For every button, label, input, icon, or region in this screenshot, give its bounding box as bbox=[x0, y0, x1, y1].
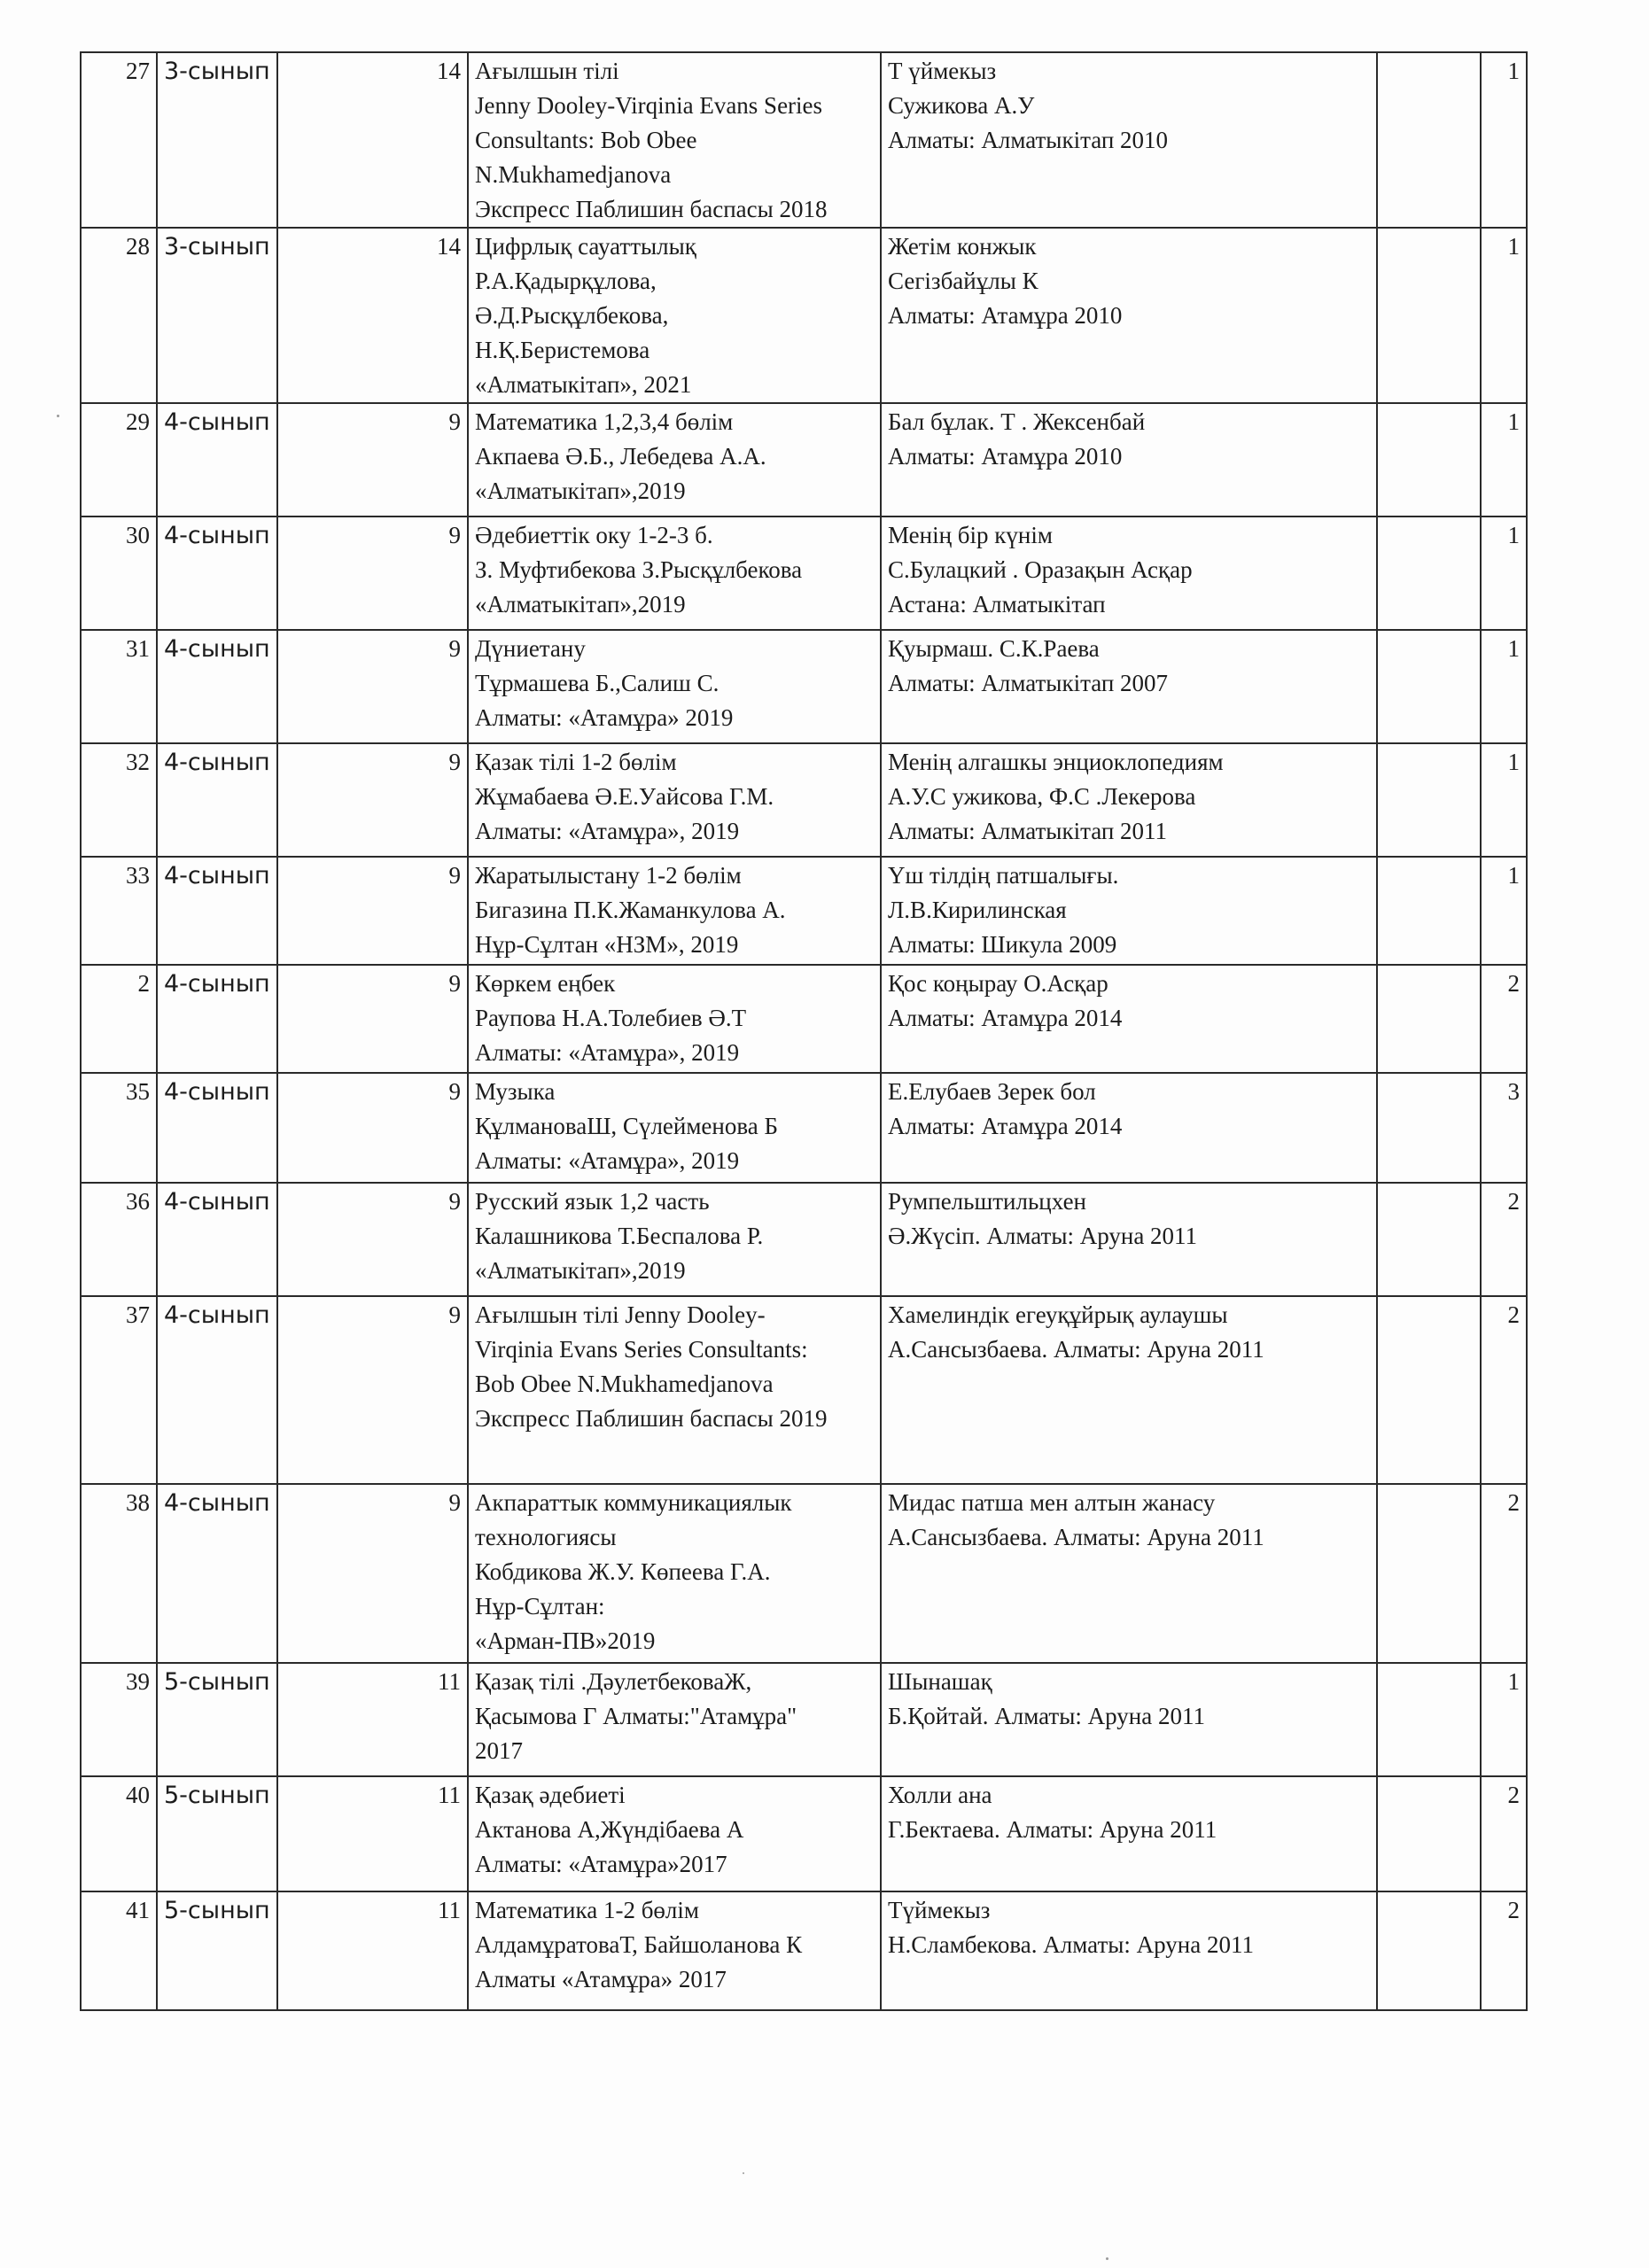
empty-cell bbox=[1377, 1183, 1481, 1296]
book-cell: Қос коңырау О.Асқар Алматы: Атамұра 2014 bbox=[881, 965, 1377, 1073]
empty-cell bbox=[1377, 403, 1481, 517]
grade-cell: 4-сынып bbox=[157, 1484, 277, 1663]
quantity-cell: 2 bbox=[1481, 1484, 1527, 1663]
textbook-cell: Көркем еңбек Раупова Н.А.Толебиев Ә.Т Алматы: «Атамұра», 2019 bbox=[468, 965, 881, 1073]
student-count-cell: 11 bbox=[277, 1776, 468, 1891]
grade-cell: 4-сынып bbox=[157, 965, 277, 1073]
textbook-cell: Математика 1-2 бөлім АлдамұратоваТ, Байшоланова К Алматы «Атамұра» 2017 bbox=[468, 1891, 881, 2010]
textbook-cell: Жаратылыстану 1-2 бөлім Бигазина П.К.Жаманкулова А. Нұр-Сұлтан «НЗМ», 2019 bbox=[468, 857, 881, 965]
quantity-cell: 2 bbox=[1481, 1776, 1527, 1891]
empty-cell bbox=[1377, 1776, 1481, 1891]
book-cell: Е.Елубаев Зерек бол Алматы: Атамұра 2014 bbox=[881, 1073, 1377, 1183]
table-body bbox=[81, 52, 1527, 2010]
grade-cell: 5-сынып bbox=[157, 1663, 277, 1776]
textbook-cell: Музыка ҚұлмановаШ, Сүлейменова Б Алматы: «Атамұра», 2019 bbox=[468, 1073, 881, 1183]
empty-cell bbox=[1377, 1484, 1481, 1663]
empty-cell bbox=[1377, 52, 1481, 228]
book-cell: Бал бұлак. Т . Жексенбай Алматы: Атамұра 2010 bbox=[881, 403, 1377, 517]
textbook-cell: Қазақ әдебиеті Актанова А,Жүндібаева А Алматы: «Атамұра»2017 bbox=[468, 1776, 881, 1891]
book-cell: Т үймекыз Сужикова А.У Алматы: Алматыкітап 2010 bbox=[881, 52, 1377, 228]
table-row bbox=[81, 1663, 1527, 1776]
quantity-cell: 1 bbox=[1481, 630, 1527, 743]
row-number: 41 bbox=[81, 1891, 157, 2010]
quantity-cell: 1 bbox=[1481, 403, 1527, 517]
textbook-cell: Ағылшын тілі Jenny Dooley-Virqinia Evans Series Consultants: Bob Obee N.Mukhamedjanova Экспресс Паблишин баспасы 2018 bbox=[468, 52, 881, 228]
table-row bbox=[81, 1183, 1527, 1296]
empty-cell bbox=[1377, 743, 1481, 857]
empty-cell bbox=[1377, 1073, 1481, 1183]
grade-cell: 3-сынып bbox=[157, 228, 277, 403]
grade-cell: 4-сынып bbox=[157, 743, 277, 857]
grade-cell: 5-сынып bbox=[157, 1891, 277, 2010]
student-count-cell: 9 bbox=[277, 1484, 468, 1663]
row-number: 39 bbox=[81, 1663, 157, 1776]
student-count-cell: 14 bbox=[277, 228, 468, 403]
grade-cell: 5-сынып bbox=[157, 1776, 277, 1891]
book-cell: Қуырмаш. С.К.Раева Алматы: Алматыкітап 2007 bbox=[881, 630, 1377, 743]
grade-cell: 4-сынып bbox=[157, 517, 277, 630]
student-count-cell: 11 bbox=[277, 1663, 468, 1776]
student-count-cell: 11 bbox=[277, 1891, 468, 2010]
textbook-cell: Қазак тілі 1-2 бөлім Жұмабаева Ә.Е.Уайсова Г.М. Алматы: «Атамұра», 2019 bbox=[468, 743, 881, 857]
row-number: 32 bbox=[81, 743, 157, 857]
row-number: 33 bbox=[81, 857, 157, 965]
book-cell: Румпельштильцхен Ә.Жүсіп. Алматы: Аруна 2011 bbox=[881, 1183, 1377, 1296]
book-cell: Холли ана Г.Бектаева. Алматы: Аруна 2011 bbox=[881, 1776, 1377, 1891]
grade-cell: 4-сынып bbox=[157, 857, 277, 965]
quantity-cell: 1 bbox=[1481, 857, 1527, 965]
student-count-cell: 14 bbox=[277, 52, 468, 228]
grade-cell: 4-сынып bbox=[157, 1073, 277, 1183]
book-cell: Үш тілдің патшалығы. Л.В.Кирилинская Алматы: Шикула 2009 bbox=[881, 857, 1377, 965]
empty-cell bbox=[1377, 965, 1481, 1073]
textbook-cell: Дүниетану Тұрмашева Б.,Салиш С. Алматы: «Атамұра» 2019 bbox=[468, 630, 881, 743]
quantity-cell: 1 bbox=[1481, 1663, 1527, 1776]
row-number: 36 bbox=[81, 1183, 157, 1296]
quantity-cell: 2 bbox=[1481, 1296, 1527, 1484]
student-count-cell: 9 bbox=[277, 1296, 468, 1484]
quantity-cell: 1 bbox=[1481, 517, 1527, 630]
row-number: 37 bbox=[81, 1296, 157, 1484]
student-count-cell: 9 bbox=[277, 743, 468, 857]
table-row bbox=[81, 403, 1527, 517]
textbook-cell: Ағылшын тілі Jenny Dooley- Virqinia Evans Series Consultants: Bob Obee N.Mukhamedjanova Экспресс Паблишин баспасы 2019 bbox=[468, 1296, 881, 1484]
book-cell: Мидас патша мен алтын жанасу А.Сансызбаева. Алматы: Аруна 2011 bbox=[881, 1484, 1377, 1663]
quantity-cell: 2 bbox=[1481, 1183, 1527, 1296]
student-count-cell: 9 bbox=[277, 1183, 468, 1296]
scan-speck bbox=[743, 2172, 744, 2174]
student-count-cell: 9 bbox=[277, 965, 468, 1073]
table-row bbox=[81, 1073, 1527, 1183]
book-cell: Түймекыз Н.Сламбекова. Алматы: Аруна 2011 bbox=[881, 1891, 1377, 2010]
table-row bbox=[81, 1776, 1527, 1891]
grade-cell: 3-сынып bbox=[157, 52, 277, 228]
row-number: 29 bbox=[81, 403, 157, 517]
empty-cell bbox=[1377, 1891, 1481, 2010]
table-row bbox=[81, 965, 1527, 1073]
book-cell: Шынашақ Б.Қойтай. Алматы: Аруна 2011 bbox=[881, 1663, 1377, 1776]
table-row bbox=[81, 1484, 1527, 1663]
row-number: 30 bbox=[81, 517, 157, 630]
empty-cell bbox=[1377, 517, 1481, 630]
scan-speck bbox=[1106, 2257, 1108, 2260]
quantity-cell: 1 bbox=[1481, 52, 1527, 228]
empty-cell bbox=[1377, 1296, 1481, 1484]
quantity-cell: 2 bbox=[1481, 965, 1527, 1073]
row-number: 28 bbox=[81, 228, 157, 403]
row-number: 40 bbox=[81, 1776, 157, 1891]
table-row bbox=[81, 228, 1527, 403]
row-number: 31 bbox=[81, 630, 157, 743]
grade-cell: 4-сынып bbox=[157, 1296, 277, 1484]
textbook-cell: Акпараттык коммуникациялык технологиясы Кобдикова Ж.У. Көпеева Г.А. Нұр-Сұлтан: «Арман-ПВ»2019 bbox=[468, 1484, 881, 1663]
scan-speck bbox=[57, 415, 59, 417]
student-count-cell: 9 bbox=[277, 630, 468, 743]
quantity-cell: 3 bbox=[1481, 1073, 1527, 1183]
row-number: 35 bbox=[81, 1073, 157, 1183]
library-book-table bbox=[80, 51, 1528, 2011]
quantity-cell: 1 bbox=[1481, 228, 1527, 403]
book-cell: Жетім конжык Сегізбайұлы К Алматы: Атамұра 2010 bbox=[881, 228, 1377, 403]
textbook-cell: Математика 1,2,3,4 бөлім Акпаева Ә.Б., Лебедева А.А. «Алматыкітап»,2019 bbox=[468, 403, 881, 517]
textbook-cell: Цифрлық сауаттылық Р.А.Қадырқұлова, Ә.Д.Рысқұлбекова, Н.Қ.Беристемова «Алматыкітап», 2021 bbox=[468, 228, 881, 403]
textbook-cell: Русский язык 1,2 часть Калашникова Т.Беспалова Р. «Алматыкітап»,2019 bbox=[468, 1183, 881, 1296]
empty-cell bbox=[1377, 1663, 1481, 1776]
grade-cell: 4-сынып bbox=[157, 630, 277, 743]
table-row bbox=[81, 1891, 1527, 2010]
table-row bbox=[81, 630, 1527, 743]
row-number: 27 bbox=[81, 52, 157, 228]
book-cell: Менің бір күнім С.Булацкий . Оразақын Асқар Астана: Алматыкітап bbox=[881, 517, 1377, 630]
student-count-cell: 9 bbox=[277, 1073, 468, 1183]
empty-cell bbox=[1377, 228, 1481, 403]
book-cell: Менің алгашкы энциоклопедиям А.У.С ужикова, Ф.С .Лекерова Алматы: Алматыкітап 2011 bbox=[881, 743, 1377, 857]
table-row bbox=[81, 857, 1527, 965]
textbook-cell: Әдебиеттік оку 1-2-3 б. З. Муфтибекова З.Рысқұлбекова «Алматыкітап»,2019 bbox=[468, 517, 881, 630]
table-row bbox=[81, 517, 1527, 630]
book-cell: Хамелиндік егеуқұйрық аулаушы А.Сансызбаева. Алматы: Аруна 2011 bbox=[881, 1296, 1377, 1484]
row-number: 2 bbox=[81, 965, 157, 1073]
quantity-cell: 1 bbox=[1481, 743, 1527, 857]
table-row bbox=[81, 52, 1527, 228]
row-number: 38 bbox=[81, 1484, 157, 1663]
textbook-cell: Қазақ тілі .ДәулетбековаЖ, Қасымова Г Алматы:"Атамұра" 2017 bbox=[468, 1663, 881, 1776]
student-count-cell: 9 bbox=[277, 517, 468, 630]
grade-cell: 4-сынып bbox=[157, 1183, 277, 1296]
empty-cell bbox=[1377, 857, 1481, 965]
quantity-cell: 2 bbox=[1481, 1891, 1527, 2010]
grade-cell: 4-сынып bbox=[157, 403, 277, 517]
table-row bbox=[81, 743, 1527, 857]
empty-cell bbox=[1377, 630, 1481, 743]
student-count-cell: 9 bbox=[277, 403, 468, 517]
student-count-cell: 9 bbox=[277, 857, 468, 965]
table-row bbox=[81, 1296, 1527, 1484]
